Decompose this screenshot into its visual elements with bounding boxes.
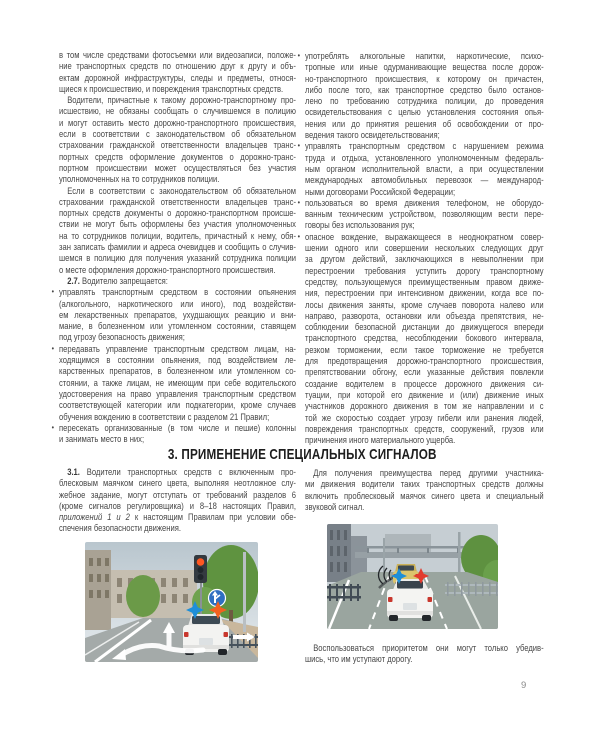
text-line: карственных препаратов, в болезненном или утомленном со-	[59, 366, 296, 377]
bullet-icon: •	[297, 140, 301, 151]
tree	[126, 575, 160, 617]
text-line: блесковым маячком синего цвета, выполняя неотложное слу-	[59, 478, 296, 489]
text-line: причинения иного материального ущерба.	[305, 435, 456, 446]
pole	[243, 552, 246, 632]
text-line: Если в соответствии с законодательством об обязательном	[67, 185, 296, 196]
text-line: препятствовании обгону, если указанные действия повлекли	[305, 367, 544, 378]
text-line: портном происшествии может осуществляться без участия	[59, 162, 296, 173]
text-line: ходящимся в состоянии опьянения, под воздействием ле-	[59, 355, 296, 366]
list-item	[297, 140, 544, 197]
text-line: ными договорами Российской Федерации;	[305, 186, 456, 197]
text-line: управлять транспортным средством в состоянии опьянения	[59, 287, 296, 298]
text-line: направо, разворота, остановки или объезда препятствия, не-	[305, 310, 544, 321]
text-line: шемся в полицию для получения указаний сотрудника полиции	[59, 253, 296, 264]
text-line: соответствующей категории или подкатегории, кроме случаев	[59, 400, 296, 411]
text-line: приложений 1 и 2 к настоящим Правилам при условии обе-	[59, 512, 296, 523]
text-line: стоянии, а также лицам, не имеющим при себе водительского	[59, 377, 296, 388]
text-line: резком торможении, если такое торможение не требуется	[305, 344, 544, 355]
text-line: Воспользоваться приоритетом они могут только убедив-	[313, 643, 544, 653]
bullet-icon: •	[297, 50, 301, 60]
list-item	[297, 196, 544, 232]
text-line: создание водителем в процессе дорожного движения си-	[305, 378, 544, 389]
text-line: жебное задание, могут отступать от требований разделов 6	[59, 489, 296, 500]
rear-window	[192, 616, 220, 624]
text-line: уполномоченных на то сотрудников полиции.	[59, 174, 220, 185]
list-item	[297, 230, 544, 447]
text-column-left-bottom	[59, 467, 296, 535]
text-line: международных автомобильных перевозок — международ-	[305, 175, 544, 186]
text-line: повреждения транспортных средств, сооружений, грузов или	[305, 423, 544, 434]
taillight	[388, 597, 393, 602]
text-line: спечения безопасности движения.	[59, 523, 181, 534]
list-item	[51, 342, 296, 423]
text-line: на то сотрудников полиции, водитель, причастный к нему, обя-	[59, 230, 296, 241]
paragraph-continuation	[59, 50, 296, 95]
text-line: если в соответствии с законодательством об обязательном	[59, 129, 296, 140]
text-line: портных средств оформление документов о дорожно-транс-	[59, 151, 296, 162]
taillight	[428, 597, 433, 602]
traffic-light	[194, 555, 207, 583]
paragraph	[305, 468, 544, 513]
text-line: страховании гражданской ответственности владельцев транс-	[59, 140, 296, 151]
text-line: портных средств документы о дорожно-транспортном происше-	[59, 208, 296, 219]
list-item	[297, 50, 544, 141]
intersection-scene	[85, 542, 258, 662]
text-line: щиеся к происшествию, и повреждения транспортных средств.	[59, 83, 284, 94]
text-line: шись, что им уступают дорогу.	[305, 654, 413, 665]
text-line: обучения вождению в соответствии с разделом 21 Правил;	[59, 411, 270, 422]
text-line: лено по требованию сотрудника полиции, до проведения	[305, 96, 544, 107]
bullet-icon: •	[51, 421, 55, 432]
text-line: включить проблесковый маячок синего цвета и специальный	[305, 490, 544, 501]
page-number: 9	[521, 680, 527, 691]
list-item	[51, 421, 296, 446]
text-line: либо после того, как транспортное средство было останов-	[305, 84, 544, 95]
red-signal	[197, 558, 205, 566]
text-line: соблюдении безопасной дистанции до движущегося впереди	[305, 322, 544, 333]
section-heading-text: 3. ПРИМЕНЕНИЕ СПЕЦИАЛЬНЫХ СИГНАЛОВ	[167, 446, 437, 463]
text-line: управлять транспортным средством с нарушением режима	[305, 141, 544, 152]
text-line: опасное вождение, выражающееся в неоднократном совер-	[305, 231, 544, 242]
bridge	[355, 552, 471, 558]
text-column-right-bottom	[305, 468, 544, 513]
text-line: и могут оставить место дорожно-транспортного происшествия,	[59, 117, 296, 128]
bridge	[355, 546, 471, 549]
text-line: (кроме сигналов регулировщика) и 8–18 настоящих Правил,	[59, 500, 296, 511]
taillight	[184, 632, 189, 637]
text-line: употреблять алкогольные напитки, наркотические, психо-	[305, 51, 544, 61]
text-line: пересекать организованные (в том числе и пешие) колонны	[59, 422, 296, 433]
text-line: ным органом исполнительной власти, а при осуществлении	[305, 163, 544, 174]
text-line: (алкогольного, наркотического или иного), под воздействи-	[59, 298, 296, 309]
bullet-icon: •	[51, 342, 55, 353]
text-line: туации, при которой его движение и (или) движение иных	[305, 389, 544, 400]
text-line: ние транспортных средств по отношению друг к другу и объ-	[59, 61, 296, 72]
text-line: ектам дорожной инфраструктуры, следы и предметы, относя-	[59, 72, 296, 83]
text-line: средству, пользующемуся преимущественным правом движе-	[305, 276, 544, 287]
text-line: пользоваться во время движения телефоном, не оборудо-	[305, 197, 544, 208]
bullet-icon: •	[297, 230, 301, 241]
intersection-blue-beacon-illustration	[85, 542, 258, 662]
text-line: ния, перестроении при интенсивном движении, когда все по-	[305, 288, 544, 299]
license-plate	[199, 638, 213, 645]
text-line: Водители, причастные к такому дорожно-транспортному про-	[67, 95, 296, 106]
section-heading	[59, 446, 545, 464]
text-line: в том числе средствами фотосъемки или видеозаписи, положе-	[59, 50, 296, 60]
paragraph	[59, 95, 296, 185]
text-line: но-транспортного происшествия, к которому он причастен,	[305, 73, 544, 84]
clause-3-1-paragraph	[59, 467, 296, 535]
text-line: о месте оформления дорожно-транспортного происшествия.	[59, 264, 276, 275]
text-line: говоры без использования рук;	[305, 220, 415, 231]
text-line: 2.7. Водителю запрещается:	[67, 275, 168, 286]
text-line: той же скоростью создает угрозу гибели или ранения людей,	[305, 412, 544, 423]
text-line: освидетельствования с целью установления состояния опья-	[305, 107, 544, 118]
taillight	[224, 632, 229, 637]
text-line: передавать управление транспортным средством лицам, на-	[59, 343, 296, 354]
text-line: ствии не могут быть оформлены без участия уполномоченных	[59, 219, 296, 230]
text-line: нения или до принятия решения об освобождении от про-	[305, 118, 544, 129]
image-caption	[305, 643, 544, 666]
license-plate	[403, 603, 417, 610]
text-line: Для получения преимущества перед другими участника-	[313, 468, 544, 478]
text-column-right-top	[297, 50, 544, 446]
text-line: и занимать место в них;	[59, 434, 145, 445]
priority-yield-illustration	[327, 524, 498, 629]
text-line: ванным техническим устройством, позволяющим вести пере-	[305, 209, 544, 220]
bullet-icon: •	[297, 196, 301, 207]
text-line: исшествию, не обязаны сообщать о случившемся в полицию	[59, 106, 296, 117]
text-line: удостоверения на право управления транспортным средством	[59, 388, 296, 399]
text-line: ем лекарственных препаратов, ухудшающих реакцию и вни-	[59, 309, 296, 320]
paragraph	[59, 186, 296, 276]
text-line: труда и отдыха, установленного уполномоченным федераль-	[305, 152, 544, 163]
text-line: перестроении требования уступить дорогу транспортному	[305, 265, 544, 276]
text-line: тропные или иные одурманивающие вещества после дорож-	[305, 62, 544, 73]
text-line: мание, в болезненном или утомленном состоянии, ставящем	[59, 321, 296, 332]
text-line: 3.1. Водители транспортных средств с включенным про-	[67, 467, 296, 477]
text-line: участников дорожного движения в том же направлении и с	[305, 401, 544, 412]
text-line: страховании гражданской ответственности владельцев транс-	[59, 196, 296, 207]
bullet-icon: •	[51, 286, 55, 297]
text-line: звуковой сигнал.	[305, 501, 365, 512]
text-line: лосы движения заняты, кроме случаев поворота налево или	[305, 299, 544, 310]
text-line: зан записать фамилии и адреса очевидцев и сообщить о случив-	[59, 242, 296, 253]
text-line: ми движения водители таких транспортных средств должны	[305, 479, 544, 490]
text-line: ведения такого освидетельствования;	[305, 130, 440, 141]
text-line: шении одного или совершении нескольких следующих друг	[305, 243, 544, 254]
list-item	[51, 286, 296, 343]
clause-2-7-intro	[59, 276, 296, 287]
priority-scene	[327, 524, 498, 629]
text-column-left-top	[51, 50, 296, 445]
text-line: за другом действий, заключающихся в невыполнении при	[305, 254, 544, 265]
text-line: транспортного средства, несоблюдении бокового интервала,	[305, 333, 544, 344]
text-line: для предотвращения дорожно-транспортного происшествия,	[305, 356, 544, 367]
text-line: под угрозу безопасность движения;	[59, 332, 185, 343]
rear-window	[397, 581, 423, 589]
